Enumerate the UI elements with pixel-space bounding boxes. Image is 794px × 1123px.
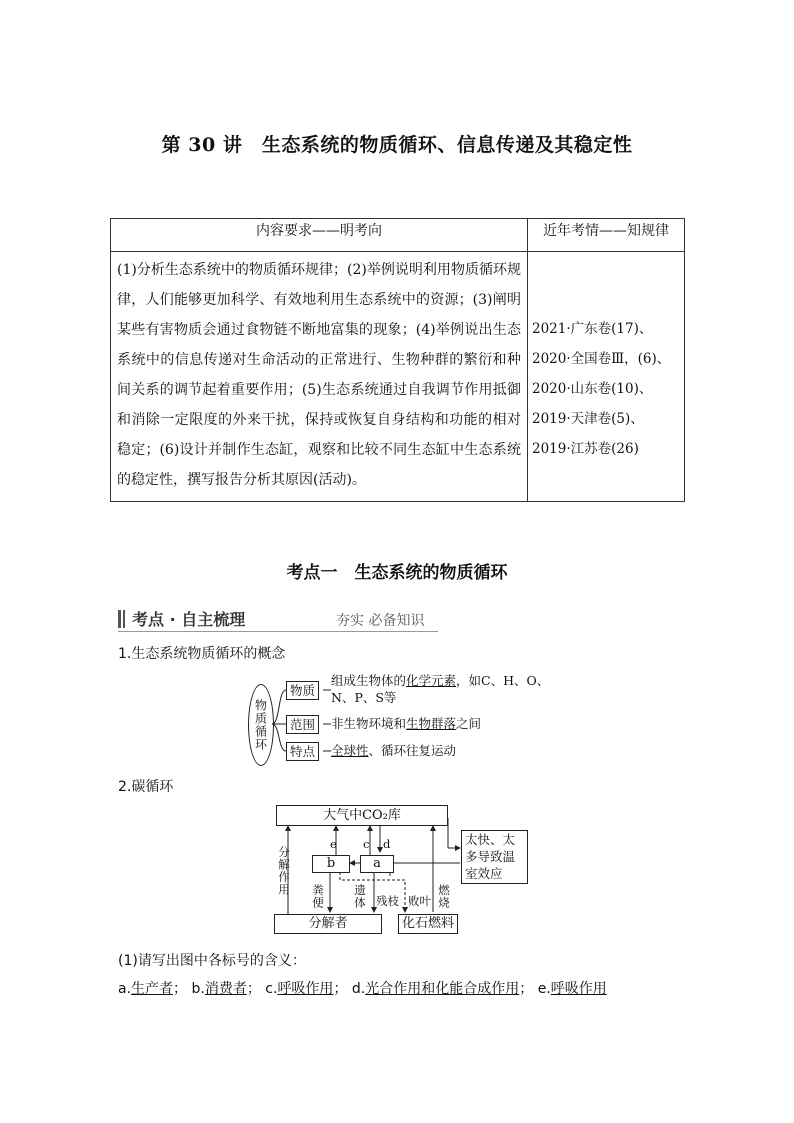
mindmap-desc-feature: 全球性、循环往复运动 <box>331 743 457 758</box>
answer-c: 呼吸作用 <box>277 981 334 997</box>
banner-bar-icon <box>123 610 125 628</box>
exam-item: 2021·广东卷(17)、 <box>532 321 653 337</box>
label-e: e <box>330 837 337 851</box>
exam-item: 2020·山东卷(10)、 <box>532 381 653 397</box>
exam-item: 2019·天津卷(5)、 <box>532 411 644 427</box>
question-1: (1)请写出图中各标号的含义： <box>118 953 306 969</box>
mindmap-key-feature: 特点 <box>286 742 319 761</box>
section-banner <box>118 607 438 631</box>
table-header-right: 近年考情——知规律 <box>528 219 685 252</box>
concept-heading: 1.生态系统物质循环的概念 <box>118 646 286 662</box>
answer-e: 呼吸作用 <box>550 981 607 997</box>
fossil-fuel-box: 化石燃料 <box>398 914 458 934</box>
label-c: c <box>363 837 370 851</box>
answer-b: 消费者 <box>204 981 247 997</box>
carbon-heading: 2.碳循环 <box>118 779 174 795</box>
answers-line: a.生产者； b.消费者； c.呼吸作用； d.光合作用和化能合成作用； e.呼吸作用 <box>118 981 607 997</box>
label-remains: 遗体 <box>353 884 367 909</box>
label-leaves: 败叶 <box>408 894 431 908</box>
exam-item: 2020·全国卷Ⅲ，(6)、 <box>532 351 671 367</box>
label-twigs: 残枝 <box>376 894 399 908</box>
section-title: 考点一 生态系统的物质循环 <box>286 563 508 583</box>
mindmap-desc-substance: 组成生物体的化学元素，如C、H、O、 <box>331 673 550 688</box>
mindmap-key-substance: 物质 <box>286 681 319 700</box>
consumer-box: b <box>312 855 350 873</box>
exam-item: 2019·江苏卷(26) <box>532 441 639 457</box>
banner-label: 考点 · 自主梳理 <box>132 610 246 629</box>
carbon-cycle-diagram <box>270 800 535 940</box>
answer-a: 生产者 <box>131 981 174 997</box>
decomposer-box: 分解者 <box>274 914 382 934</box>
banner-underline <box>118 631 438 632</box>
banner-subtitle: 夯实 必备知识 <box>336 613 425 629</box>
producer-box: a <box>360 855 394 873</box>
mindmap-key-scope: 范围 <box>286 715 319 734</box>
banner-bar-icon <box>118 610 121 628</box>
answer-d: 光合作用和化能合成作用 <box>365 981 520 997</box>
mindmap-center: 物质循环 <box>248 684 274 766</box>
mindmap-desc-substance-cont: N、P、S等 <box>331 690 397 705</box>
atmosphere-co2-box: 大气中CO₂库 <box>276 805 448 826</box>
label-d: d <box>383 837 391 851</box>
mindmap-desc-scope: 非生物环境和生物群落之间 <box>331 716 482 731</box>
concept-mindmap <box>240 668 570 768</box>
content-requirements: (1)分析生态系统中的物质循环规律；(2)举例说明利用物质循环规律，人们能够更加科学、有效地利用生态系统中的资源；(3)阐明某些有害物质会通过食物链不断地富集的现象；(4)举例说出生态系统中的信息传递对生命活动的正常进行、生物种群的繁衍和种间关系的调节起着重要作用；(5)生态系统通过自我调节作用抵御和消除一定限度的外来干扰，保持或恢复自身结构和功能的相对稳定；(6)设计并制作生态缸，观察和比较不同生态缸中生态系统的稳定性，撰写报告分析其原因(活动)。 <box>111 252 528 502</box>
greenhouse-effect-box: 太快、太多导致温室效应 <box>461 830 528 884</box>
label-decomposition: 分解作用 <box>277 846 291 896</box>
exam-list <box>528 252 685 502</box>
label-feces: 粪便 <box>311 884 325 909</box>
page-title: 第 30 讲 生态系统的物质循环、信息传递及其稳定性 <box>161 134 633 156</box>
requirements-table <box>110 218 685 502</box>
label-burn: 燃烧 <box>437 884 451 909</box>
table-header-left: 内容要求——明考向 <box>111 219 528 252</box>
